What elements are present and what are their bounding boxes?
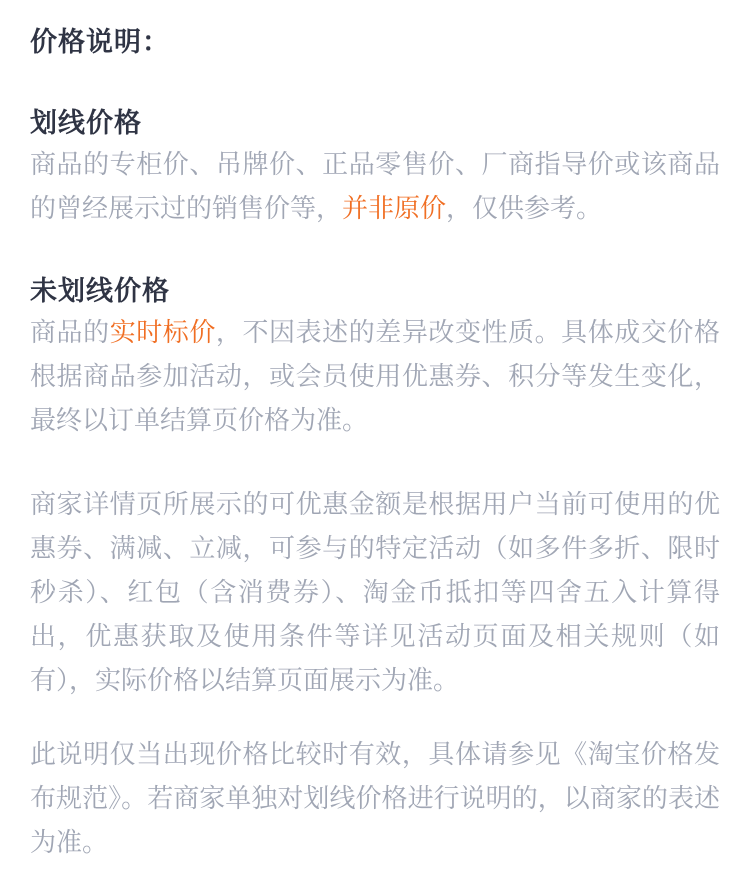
body-text: 商品的专柜价、吊牌价、正品零售价、厂商指导价或该商品的曾经展示过的销售价等， (30, 149, 720, 223)
strikethrough-price-paragraph (30, 142, 720, 230)
section-validity-note (30, 732, 720, 864)
highlighted-text: 并非原价 (342, 193, 447, 223)
non-strikethrough-price-paragraph (30, 310, 720, 442)
strikethrough-price-heading: 划线价格 (30, 108, 142, 138)
section-discount-amount (30, 482, 720, 702)
body-text: ，不因表述的差异改变性质。具体成交价格根据商品参加活动，或会员使用优惠券、积分等发生变化，最终以订单结算页价格为准。 (30, 317, 720, 435)
highlighted-text: 实时标价 (109, 317, 216, 347)
body-text: 商家详情页所展示的可优惠金额是根据用户当前可使用的优惠券、满减、立减，可参与的特定活动（如多件多折、限时秒杀）、红包（含消费券）、淘金币抵扣等四舍五入计算得出，优惠获取及使用条件等详见活动页面及相关规则（如有），实际价格以结算页面展示为准。 (30, 489, 720, 695)
validity-note-paragraph (30, 732, 720, 864)
non-strikethrough-price-heading: 未划线价格 (30, 276, 170, 306)
section-non-strikethrough-price (30, 274, 720, 442)
body-text: 此说明仅当出现价格比较时有效，具体请参见《淘宝价格发布规范》。若商家单独对划线价格进行说明的，以商家的表述为准。 (30, 739, 720, 857)
discount-amount-paragraph (30, 482, 720, 702)
section-strikethrough-price (30, 106, 720, 230)
page-title: 价格说明： (30, 27, 170, 57)
body-text: ，仅供参考。 (446, 193, 603, 223)
body-text: 商品的 (30, 317, 110, 347)
